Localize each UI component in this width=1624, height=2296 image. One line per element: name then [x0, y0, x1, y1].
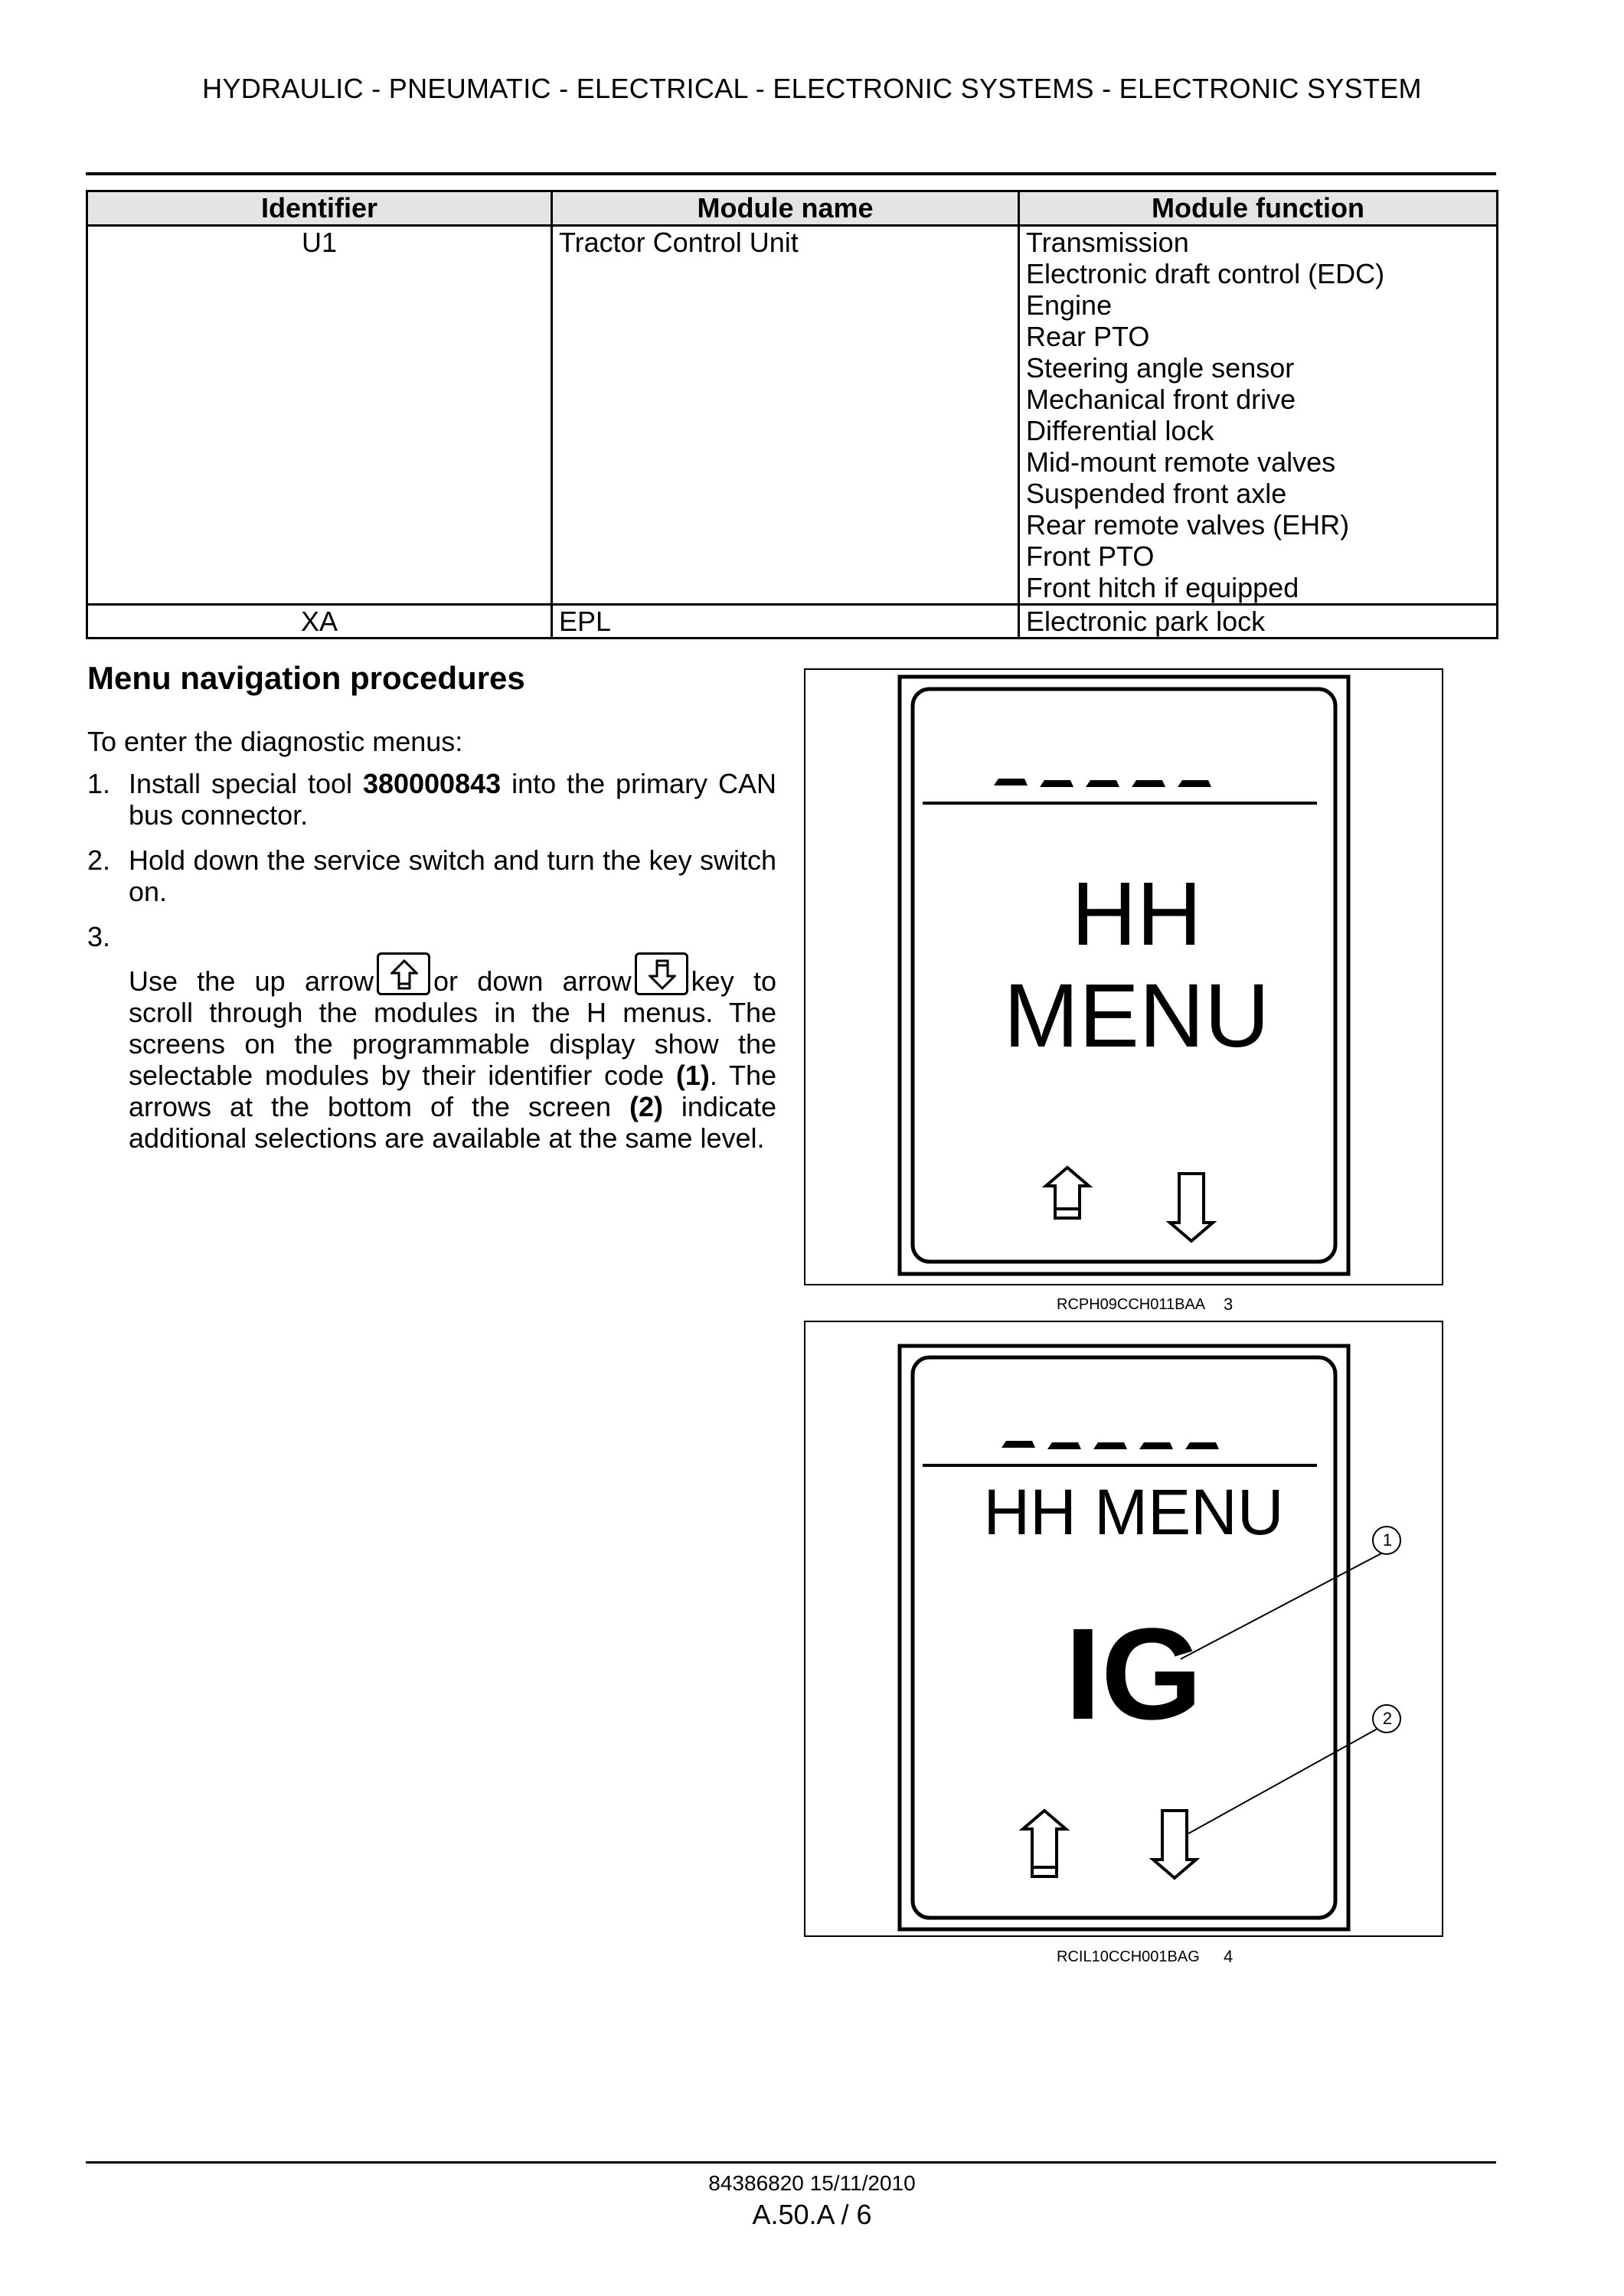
- function-item: Engine: [1026, 289, 1113, 321]
- function-item: Electronic draft control (EDC): [1026, 258, 1385, 289]
- step-text: indicate additional selections are available at the same level.: [129, 1091, 776, 1154]
- function-item: Mid-mount remote valves: [1026, 446, 1336, 478]
- function-item: Rear PTO: [1026, 321, 1150, 352]
- step-number: 1.: [87, 768, 111, 799]
- function-item: Front hitch if equipped: [1026, 572, 1299, 603]
- function-item: Mechanical front drive: [1026, 384, 1296, 415]
- callout-1: 1: [1382, 1530, 1393, 1550]
- display-text-hh-menu: HH MENU: [983, 1476, 1284, 1548]
- callout-ref: (2): [629, 1091, 663, 1122]
- cell-module-name: Tractor Control Unit: [552, 226, 1019, 605]
- step-number: 2.: [87, 844, 111, 876]
- figure-code: RCIL10CCH001BAG: [1057, 1948, 1200, 1965]
- display-text-menu: MENU: [1003, 965, 1270, 1066]
- tool-number: 380000843: [362, 768, 502, 799]
- procedure-step: [87, 768, 776, 831]
- function-item: Steering angle sensor: [1026, 352, 1295, 384]
- callout-ref: (1): [675, 1060, 710, 1091]
- footer-doc-number: 84386820 15/11/2010: [708, 2171, 916, 2195]
- step-text: . The arrows at the bottom of the screen: [129, 1060, 776, 1122]
- step-text: key to scroll through the modules in the H menus. The screens on the programmable display show the selectable modules by their identifier code: [129, 965, 777, 1091]
- column-header-module-name: Module name: [552, 191, 1019, 226]
- figure-code: RCPH09CCH011BAA: [1057, 1296, 1206, 1313]
- step-text: into the primary CAN bus connector.: [129, 768, 776, 831]
- column-header-module-function: Module function: [1019, 191, 1498, 226]
- display-text-identifier: IG: [1064, 1602, 1203, 1747]
- step-text: or down arrow: [433, 965, 632, 997]
- function-item: Differential lock: [1026, 415, 1214, 446]
- callout-2: 2: [1382, 1709, 1393, 1728]
- cell-identifier: XA: [87, 605, 552, 639]
- page-header-title: HYDRAULIC - PNEUMATIC - ELECTRICAL - ELECTRONIC SYSTEMS - ELECTRONIC SYSTEM: [202, 73, 1422, 104]
- down-arrow-key-icon: [635, 952, 688, 995]
- procedure-steps: [87, 768, 776, 1168]
- column-header-identifier: Identifier: [87, 191, 552, 226]
- cell-identifier: U1: [87, 226, 552, 605]
- function-item: Electronic park lock: [1026, 606, 1266, 637]
- figure-display-hh-menu: [804, 668, 1443, 1285]
- function-item: Rear remote valves (EHR): [1026, 509, 1350, 541]
- up-arrow-key-icon: [377, 952, 430, 995]
- step-number: 3.: [87, 921, 111, 952]
- table-header-row: [87, 191, 1498, 226]
- function-item: Transmission: [1026, 227, 1189, 258]
- cell-module-name: EPL: [552, 605, 1019, 639]
- section-title: Menu navigation procedures: [87, 660, 525, 696]
- step-text: Use the up arrow: [129, 965, 374, 997]
- step-text: Hold down the service switch and turn the key switch on.: [129, 844, 776, 907]
- cell-module-function: [1019, 605, 1498, 639]
- step-text: Install special tool: [129, 768, 363, 799]
- header-rule: [86, 172, 1496, 175]
- display-text-hh: HH: [1071, 864, 1202, 965]
- footer-rule: [86, 2161, 1496, 2164]
- figure-display-hh-menu-ig: [804, 1321, 1443, 1937]
- function-item: Suspended front axle: [1026, 478, 1287, 509]
- section-intro: To enter the diagnostic menus:: [87, 726, 463, 757]
- function-item: Front PTO: [1026, 541, 1155, 572]
- table-row: [87, 605, 1498, 639]
- figure-number: 4: [1224, 1947, 1234, 1966]
- footer-page-number: A.50.A / 6: [752, 2199, 872, 2230]
- table-row: [87, 226, 1498, 605]
- procedure-step: [87, 921, 776, 1154]
- figure-number: 3: [1224, 1295, 1234, 1314]
- procedure-step: [87, 844, 776, 907]
- module-table: [86, 190, 1498, 639]
- cell-module-function: [1019, 226, 1498, 605]
